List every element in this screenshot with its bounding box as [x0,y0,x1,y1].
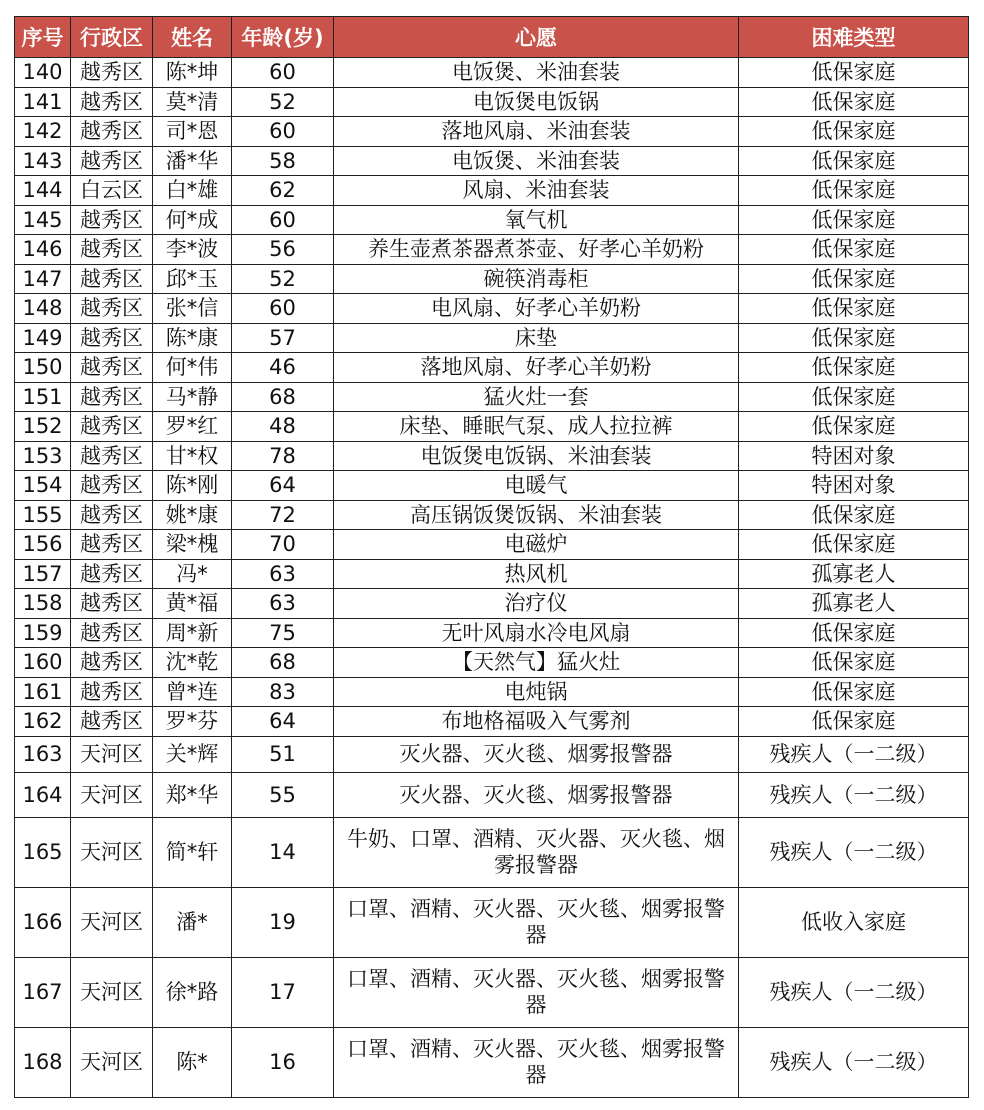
cell-wish: 电暖气 [334,471,739,501]
cell-age: 72 [232,500,334,530]
cell-district: 越秀区 [71,294,153,324]
cell-seq: 152 [15,412,71,442]
cell-district: 越秀区 [71,382,153,412]
cell-age: 19 [232,887,334,957]
cell-age: 64 [232,707,334,737]
cell-age: 56 [232,235,334,265]
cell-seq: 168 [15,1027,71,1097]
cell-wish: 【天然气】猛火灶 [334,648,739,678]
cell-district: 白云区 [71,176,153,206]
cell-seq: 154 [15,471,71,501]
cell-wish: 电饭煲电饭锅 [334,87,739,117]
cell-name: 潘*华 [153,146,232,176]
cell-age: 60 [232,58,334,88]
cell-age: 60 [232,294,334,324]
cell-district: 越秀区 [71,618,153,648]
cell-district: 越秀区 [71,412,153,442]
cell-name: 黄*福 [153,589,232,619]
cell-name: 周*新 [153,618,232,648]
cell-type: 残疾人（一二级） [739,1027,969,1097]
cell-name: 莫*清 [153,87,232,117]
cell-district: 天河区 [71,957,153,1027]
cell-age: 48 [232,412,334,442]
cell-name: 甘*权 [153,441,232,471]
table-row [15,323,969,353]
table-row [15,1027,969,1097]
cell-name: 徐*路 [153,957,232,1027]
cell-name: 沈*乾 [153,648,232,678]
cell-type: 残疾人（一二级） [739,817,969,887]
cell-age: 14 [232,817,334,887]
cell-wish: 灭火器、灭火毯、烟雾报警器 [334,772,739,817]
cell-type: 特困对象 [739,441,969,471]
cell-wish: 口罩、酒精、灭火器、灭火毯、烟雾报警器 [334,887,739,957]
cell-district: 越秀区 [71,648,153,678]
cell-district: 天河区 [71,1027,153,1097]
cell-age: 68 [232,648,334,678]
cell-seq: 149 [15,323,71,353]
cell-type: 孤寡老人 [739,589,969,619]
cell-name: 何*成 [153,205,232,235]
cell-district: 越秀区 [71,500,153,530]
cell-wish: 电炖锅 [334,677,739,707]
cell-wish: 床垫、睡眠气泵、成人拉拉裤 [334,412,739,442]
cell-name: 罗*芬 [153,707,232,737]
cell-district: 越秀区 [71,589,153,619]
cell-seq: 162 [15,707,71,737]
cell-wish: 猛火灶一套 [334,382,739,412]
cell-wish: 落地风扇、好孝心羊奶粉 [334,353,739,383]
cell-age: 62 [232,176,334,206]
cell-seq: 157 [15,559,71,589]
cell-wish: 氧气机 [334,205,739,235]
cell-wish: 电饭煲、米油套装 [334,58,739,88]
cell-name: 陈* [153,1027,232,1097]
cell-wish: 治疗仪 [334,589,739,619]
cell-wish: 无叶风扇水冷电风扇 [334,618,739,648]
cell-age: 70 [232,530,334,560]
table-body [15,58,969,1098]
cell-wish: 养生壶煮茶器煮茶壶、好孝心羊奶粉 [334,235,739,265]
cell-district: 越秀区 [71,471,153,501]
cell-seq: 155 [15,500,71,530]
cell-age: 60 [232,117,334,147]
cell-district: 天河区 [71,772,153,817]
cell-wish: 高压锅饭煲饭锅、米油套装 [334,500,739,530]
cell-age: 58 [232,146,334,176]
cell-district: 天河区 [71,736,153,772]
cell-name: 何*伟 [153,353,232,383]
cell-type: 低保家庭 [739,87,969,117]
cell-type: 孤寡老人 [739,559,969,589]
cell-district: 天河区 [71,817,153,887]
cell-age: 16 [232,1027,334,1097]
cell-name: 陈*康 [153,323,232,353]
table-row [15,176,969,206]
table-row [15,382,969,412]
table-row [15,677,969,707]
cell-age: 60 [232,205,334,235]
cell-wish: 牛奶、口罩、酒精、灭火器、灭火毯、烟雾报警器 [334,817,739,887]
wish-list-table [14,16,969,1098]
cell-type: 特困对象 [739,471,969,501]
cell-name: 李*波 [153,235,232,265]
cell-type: 低保家庭 [739,146,969,176]
cell-name: 冯* [153,559,232,589]
table-row [15,817,969,887]
table-row [15,117,969,147]
cell-type: 残疾人（一二级） [739,736,969,772]
cell-name: 张*信 [153,294,232,324]
header-seq: 序号 [15,17,71,58]
cell-name: 罗*红 [153,412,232,442]
cell-age: 52 [232,264,334,294]
cell-seq: 151 [15,382,71,412]
cell-type: 低保家庭 [739,530,969,560]
cell-type: 残疾人（一二级） [739,772,969,817]
cell-seq: 156 [15,530,71,560]
cell-type: 低保家庭 [739,648,969,678]
cell-type: 低保家庭 [739,412,969,442]
cell-seq: 150 [15,353,71,383]
cell-type: 低保家庭 [739,58,969,88]
cell-age: 78 [232,441,334,471]
table-row [15,648,969,678]
cell-wish: 风扇、米油套装 [334,176,739,206]
cell-type: 低收入家庭 [739,887,969,957]
cell-name: 白*雄 [153,176,232,206]
cell-seq: 167 [15,957,71,1027]
cell-type: 低保家庭 [739,294,969,324]
cell-wish: 电风扇、好孝心羊奶粉 [334,294,739,324]
cell-name: 马*静 [153,382,232,412]
wish-list-table-container [14,16,969,1098]
table-row [15,264,969,294]
cell-seq: 166 [15,887,71,957]
cell-wish: 口罩、酒精、灭火器、灭火毯、烟雾报警器 [334,957,739,1027]
table-row [15,205,969,235]
cell-district: 越秀区 [71,264,153,294]
cell-wish: 落地风扇、米油套装 [334,117,739,147]
cell-seq: 165 [15,817,71,887]
cell-district: 越秀区 [71,530,153,560]
cell-age: 51 [232,736,334,772]
cell-name: 司*恩 [153,117,232,147]
cell-seq: 148 [15,294,71,324]
table-row [15,58,969,88]
cell-name: 郑*华 [153,772,232,817]
cell-name: 曾*连 [153,677,232,707]
table-row [15,772,969,817]
cell-name: 陈*坤 [153,58,232,88]
header-wish: 心愿 [334,17,739,58]
cell-wish: 电饭煲电饭锅、米油套装 [334,441,739,471]
table-row [15,294,969,324]
table-row [15,146,969,176]
cell-type: 残疾人（一二级） [739,957,969,1027]
cell-seq: 146 [15,235,71,265]
cell-district: 越秀区 [71,146,153,176]
cell-age: 57 [232,323,334,353]
cell-district: 越秀区 [71,117,153,147]
cell-type: 低保家庭 [739,323,969,353]
cell-age: 55 [232,772,334,817]
cell-district: 越秀区 [71,559,153,589]
cell-type: 低保家庭 [739,382,969,412]
cell-seq: 143 [15,146,71,176]
table-row [15,235,969,265]
cell-type: 低保家庭 [739,176,969,206]
table-row [15,618,969,648]
cell-wish: 床垫 [334,323,739,353]
cell-seq: 141 [15,87,71,117]
cell-seq: 158 [15,589,71,619]
cell-type: 低保家庭 [739,117,969,147]
cell-wish: 灭火器、灭火毯、烟雾报警器 [334,736,739,772]
cell-seq: 142 [15,117,71,147]
table-row [15,530,969,560]
cell-seq: 159 [15,618,71,648]
cell-seq: 144 [15,176,71,206]
cell-wish: 电饭煲、米油套装 [334,146,739,176]
cell-district: 越秀区 [71,707,153,737]
header-age: 年龄(岁) [232,17,334,58]
cell-name: 关*辉 [153,736,232,772]
header-type: 困难类型 [739,17,969,58]
table-row [15,500,969,530]
table-row [15,589,969,619]
cell-district: 越秀区 [71,353,153,383]
cell-seq: 145 [15,205,71,235]
cell-age: 64 [232,471,334,501]
cell-type: 低保家庭 [739,205,969,235]
cell-type: 低保家庭 [739,677,969,707]
cell-district: 越秀区 [71,87,153,117]
table-row [15,87,969,117]
cell-wish: 碗筷消毒柜 [334,264,739,294]
cell-age: 46 [232,353,334,383]
cell-age: 68 [232,382,334,412]
header-district: 行政区 [71,17,153,58]
cell-age: 63 [232,559,334,589]
table-row [15,887,969,957]
cell-type: 低保家庭 [739,235,969,265]
cell-district: 越秀区 [71,235,153,265]
cell-type: 低保家庭 [739,618,969,648]
cell-district: 越秀区 [71,677,153,707]
cell-age: 83 [232,677,334,707]
cell-seq: 153 [15,441,71,471]
cell-seq: 140 [15,58,71,88]
table-row [15,412,969,442]
cell-district: 天河区 [71,887,153,957]
cell-district: 越秀区 [71,323,153,353]
table-row [15,471,969,501]
cell-district: 越秀区 [71,58,153,88]
cell-age: 75 [232,618,334,648]
cell-name: 潘* [153,887,232,957]
table-header-row [15,17,969,58]
cell-wish: 热风机 [334,559,739,589]
cell-name: 邱*玉 [153,264,232,294]
table-row [15,441,969,471]
table-row [15,353,969,383]
cell-name: 陈*刚 [153,471,232,501]
cell-seq: 163 [15,736,71,772]
cell-age: 52 [232,87,334,117]
cell-name: 简*轩 [153,817,232,887]
table-row [15,957,969,1027]
table-row [15,736,969,772]
cell-wish: 口罩、酒精、灭火器、灭火毯、烟雾报警器 [334,1027,739,1097]
cell-type: 低保家庭 [739,264,969,294]
cell-type: 低保家庭 [739,353,969,383]
cell-type: 低保家庭 [739,500,969,530]
cell-wish: 布地格福吸入气雾剂 [334,707,739,737]
cell-seq: 164 [15,772,71,817]
cell-name: 姚*康 [153,500,232,530]
cell-seq: 161 [15,677,71,707]
table-row [15,707,969,737]
cell-district: 越秀区 [71,441,153,471]
cell-wish: 电磁炉 [334,530,739,560]
cell-age: 17 [232,957,334,1027]
cell-name: 梁*槐 [153,530,232,560]
cell-age: 63 [232,589,334,619]
table-row [15,559,969,589]
header-name: 姓名 [153,17,232,58]
cell-seq: 160 [15,648,71,678]
cell-district: 越秀区 [71,205,153,235]
cell-seq: 147 [15,264,71,294]
cell-type: 低保家庭 [739,707,969,737]
